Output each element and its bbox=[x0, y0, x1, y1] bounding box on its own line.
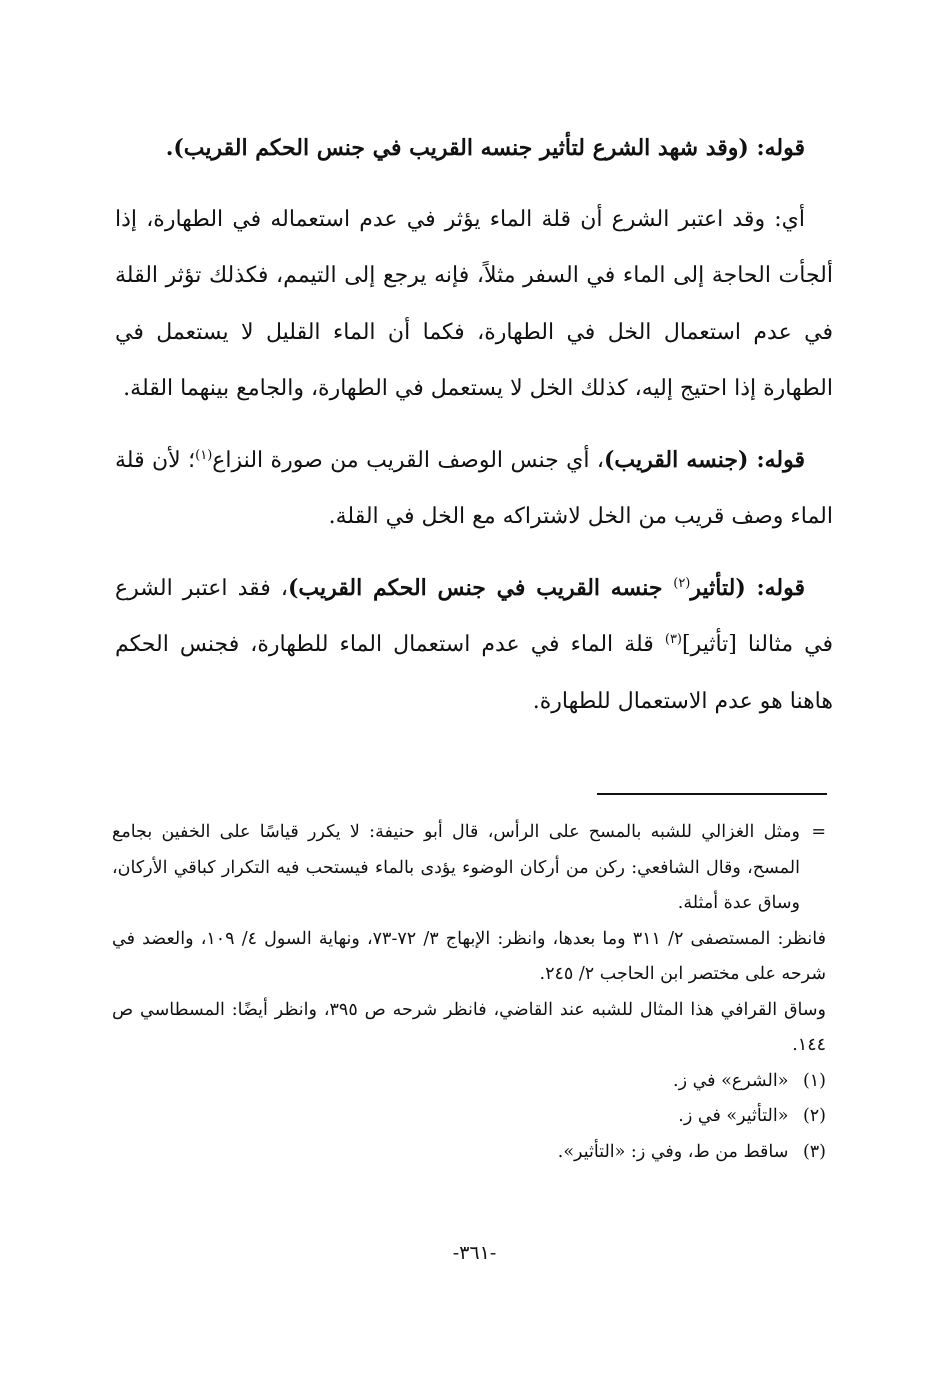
quote-lead: قوله: (لتأثير bbox=[690, 574, 806, 601]
quote-text: (وقد شهد الشرع لتأثير جنسه القريب في جنس الحكم القريب). bbox=[165, 135, 757, 161]
footnote-separator bbox=[597, 793, 827, 795]
paragraph-text: قلة الماء في عدم استعمال الماء للطهارة، فجنس الحكم هاهنا هو عدم الاستعمال للطهارة. bbox=[115, 632, 833, 714]
footnote-3 bbox=[112, 1135, 826, 1171]
paragraph-text: ، أي جنس الوصف القريب من صورة النزاع bbox=[212, 447, 605, 473]
footnote-continuation: وساق القرافي هذا المثال للشبه عند القاضي، فانظر شرحه ص ٣٩٥، وانظر أيضًا: المسطاسي ص ١٤٤. bbox=[112, 999, 826, 1055]
footnote-ref-3: (٣) bbox=[664, 632, 682, 647]
footnote-number: (١) bbox=[802, 1070, 826, 1091]
footnote-continuation: فانظر: المستصفى ٢/ ٣١١ وما بعدها، وانظر: الإبهاج ٣/ ٧٢-٧٣، ونهاية السول ٤/ ١٠٩، والعضد في شرحه على مختصر ابن الحاجب ٢/ ٢٤٥. bbox=[112, 928, 826, 984]
main-text bbox=[115, 120, 833, 744]
continuation-mark: = bbox=[811, 822, 826, 842]
footnote-1 bbox=[112, 1064, 826, 1100]
paragraph-text: ؛ لأن قلة الماء وصف قريب من الخل لاشتراكه مع الخل في القلة. bbox=[115, 447, 833, 529]
paragraph-text: ، فقد اعتبر الشرع في مثالنا [تأثير] bbox=[115, 575, 834, 657]
footnote-ref-2: (٢) bbox=[673, 575, 691, 591]
page-number: -٣٦١- bbox=[452, 1242, 497, 1264]
footnote-2 bbox=[112, 1099, 826, 1135]
footnotes bbox=[112, 815, 826, 1170]
paragraph-1 bbox=[115, 120, 833, 178]
paragraph-2: أي: وقد اعتبر الشرع أن قلة الماء يؤثر في عدم استعماله في الطهارة، إذا ألجأت الحاجة إلى الماء في السفر مثلاً، فإنه يرجع إلى التيمم، فكذلك تؤثر القلة في عدم استعمال الخل في الطهارة، فكما أن الماء القليل لا يستعمل في الطهارة إذا احتيج إليه، كذلك الخل لا يستعمل في الطهارة، والجامع بينهما القلة. bbox=[115, 206, 833, 401]
quote-lead: قوله: (جنسه القريب) bbox=[604, 446, 805, 473]
footnote-ref-1: (١) bbox=[195, 447, 213, 463]
paragraph-3 bbox=[115, 432, 833, 546]
quote-lead: قوله: bbox=[756, 135, 805, 161]
footnote-text: ومثل الغزالي للشبه بالمسح على الرأس، قال أبو حنيفة: لا يكرر قياسًا على الخفين بجامع المسح، وقال الشافعي: ركن من أركان الوضوء يؤدى بالماء فيستحب فيه التكرار كباقي الأركان، وساق عدة أمثلة. bbox=[112, 822, 800, 913]
footnote-continuation bbox=[112, 815, 826, 922]
footnote-text: ساقط من ط، وفي ز: «التأثير». bbox=[557, 1141, 789, 1162]
paragraph-4 bbox=[115, 560, 833, 731]
quote-lead: جنسه القريب في جنس الحكم القريب) bbox=[287, 574, 674, 601]
footnote-number: (٣) bbox=[802, 1141, 826, 1162]
footnote-number: (٢) bbox=[802, 1106, 826, 1126]
footnote-text: «التأثير» في ز. bbox=[678, 1106, 789, 1126]
footnote-text: «الشرع» في ز. bbox=[673, 1070, 789, 1091]
